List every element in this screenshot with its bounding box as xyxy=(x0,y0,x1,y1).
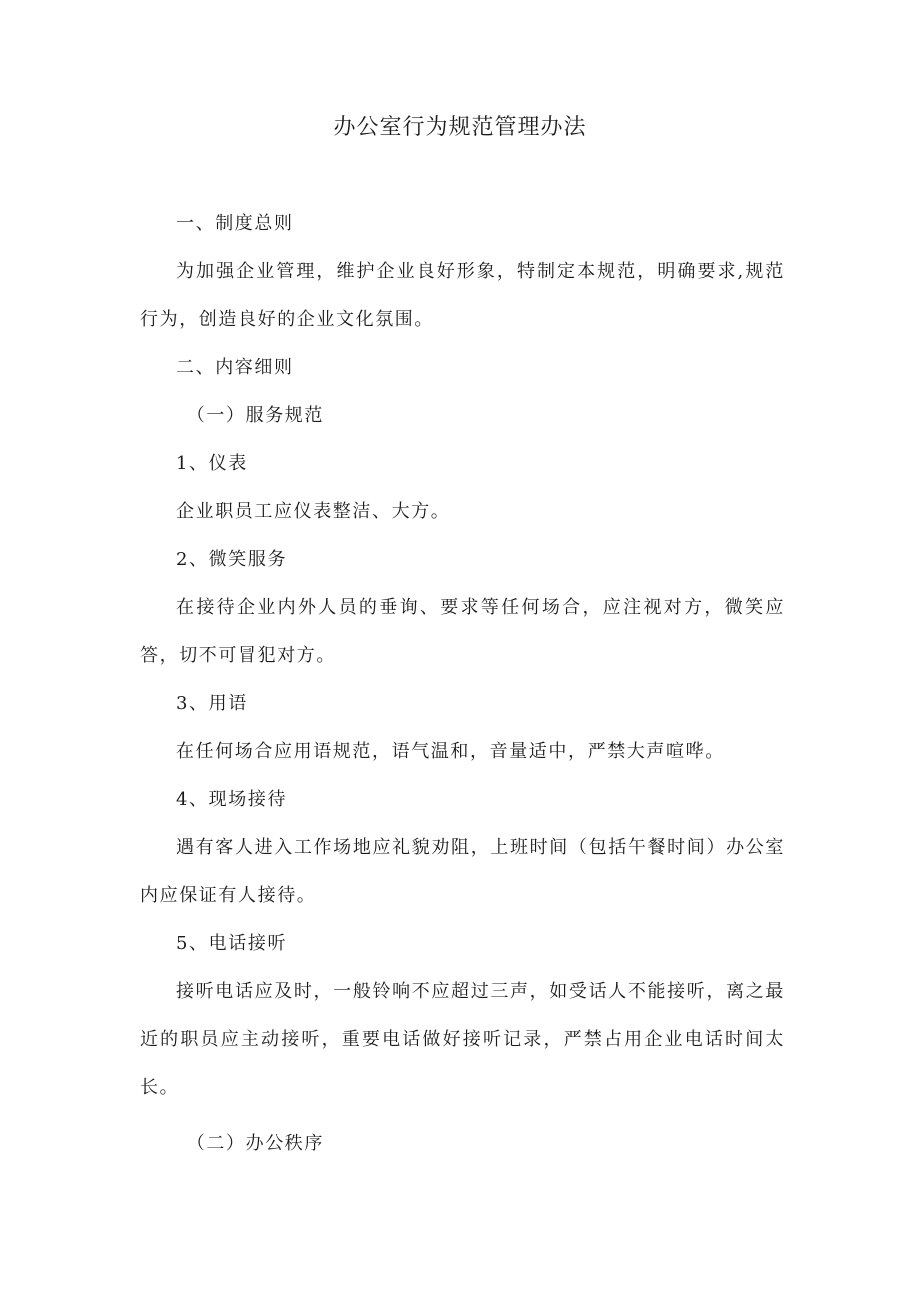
item-heading-smile-service: 2、微笑服务 xyxy=(176,549,288,570)
item-heading-appearance: 1、仪表 xyxy=(176,453,248,474)
item-heading-reception: 4、现场接待 xyxy=(176,789,288,810)
document-title: 办公室行为规范管理办法 xyxy=(333,115,587,140)
item-heading-language: 3、用语 xyxy=(176,693,248,714)
section-heading-general: 一、制度总则 xyxy=(176,213,294,234)
paragraph-language: 在任何场合应用语规范，语气温和，音量适中，严禁大声喧哗。 xyxy=(176,741,725,762)
document-body xyxy=(140,200,785,1168)
paragraph-phone: 接听电话应及时，一般铃响不应超过三声，如受话人不能接听，离之最近的职员应主动接听，重要电话做好接听记录，严禁占用企业电话时间太长。 xyxy=(140,981,785,1098)
subsection-heading-service: （一）服务规范 xyxy=(186,405,324,426)
paragraph-purpose: 为加强企业管理，维护企业良好形象，特制定本规范，明确要求,规范行为，创造良好的企业文化氛围。 xyxy=(140,261,785,330)
paragraph-appearance: 企业职员工应仪表整洁、大方。 xyxy=(176,501,451,522)
section-heading-details: 二、内容细则 xyxy=(176,357,294,378)
item-heading-phone: 5、电话接听 xyxy=(176,933,288,954)
paragraph-reception: 遇有客人进入工作场地应礼貌劝阻，上班时间（包括午餐时间）办公室内应保证有人接待。 xyxy=(140,837,785,906)
paragraph-smile-service: 在接待企业内外人员的垂询、要求等任何场合，应注视对方，微笑应答，切不可冒犯对方。 xyxy=(140,597,785,666)
subsection-heading-office-order: （二）办公秩序 xyxy=(186,1133,324,1154)
